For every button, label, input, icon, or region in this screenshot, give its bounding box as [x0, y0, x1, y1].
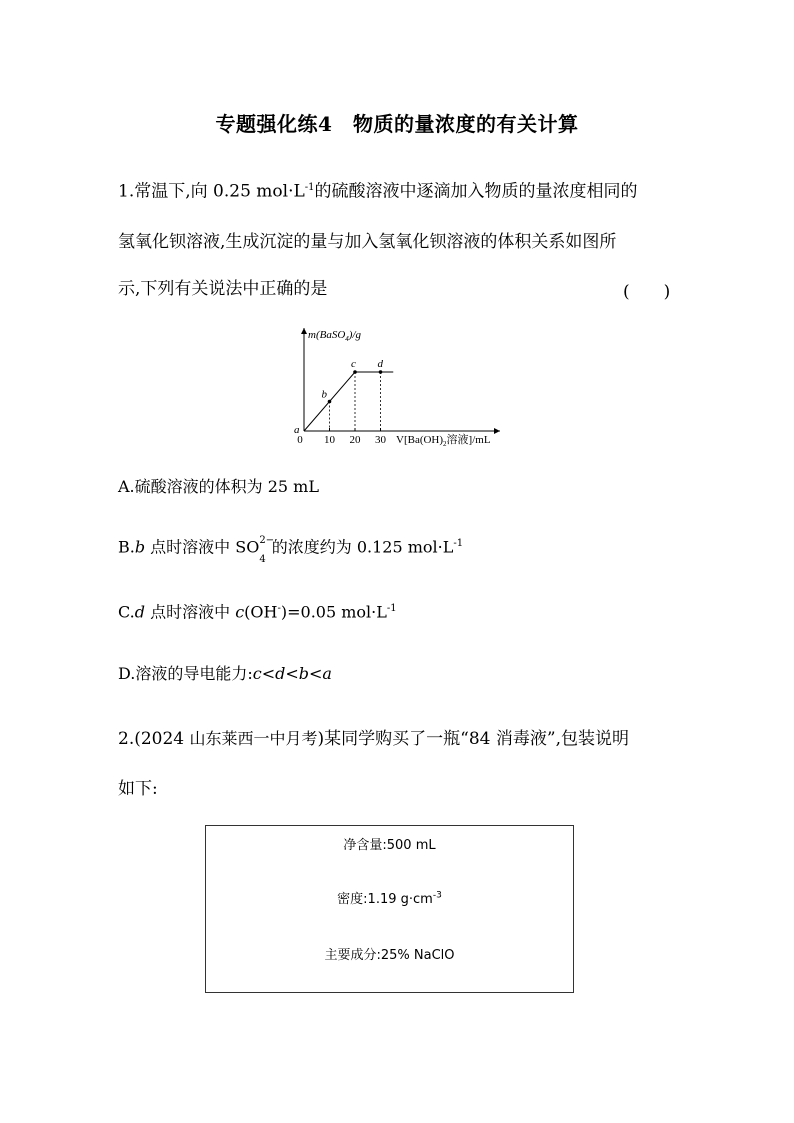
option-c-concentration: c	[235, 602, 245, 622]
page-title: 专题强化练4 物质的量浓度的有关计算	[215, 112, 579, 136]
option-c-prefix: C.	[118, 602, 135, 622]
density	[206, 888, 573, 907]
chart	[290, 322, 510, 450]
chart-guides	[330, 372, 381, 431]
chart-x-tick-label: 10	[324, 434, 335, 446]
option-c-text: 点时溶液中	[145, 602, 236, 622]
chart-ylabel: m(BaSO$_4$)/g	[308, 329, 362, 343]
q1-line-1-text-a: 1.常温下,向 0.25 mol·L	[118, 181, 305, 202]
chart-point-label-c: c	[351, 358, 356, 370]
density-text: 密度:1.19 g·cm	[337, 892, 433, 907]
sulfate-ion-charge	[259, 535, 275, 565]
q2-source: 山东莱西一中月考	[189, 729, 318, 748]
option-b[interactable]	[118, 533, 463, 566]
option-b-text-end: 的浓度约为 0.125 mol·L	[271, 537, 454, 557]
option-d-text: D.溶液的导电能力:	[118, 664, 253, 683]
q2-year: 2.(2024	[118, 729, 190, 749]
sulfate-subscript: 4	[259, 553, 266, 565]
chart-x-tick-label: 20	[349, 434, 361, 446]
chart-axes	[304, 328, 500, 431]
chart-point-label-a: a	[294, 424, 300, 436]
q1-line-2: 氢氧化钡溶液,生成沉淀的量与加入氢氧化钡溶液的体积关系如图所	[118, 232, 617, 252]
q2-line-2: 如下:	[118, 779, 158, 799]
product-label-box	[205, 825, 574, 993]
q1-unit-superscript: -1	[304, 182, 315, 193]
option-d[interactable]	[118, 663, 332, 685]
chart-x-tick-label: 0	[297, 434, 303, 446]
option-c-point: d	[134, 602, 146, 622]
q2-line-1	[118, 727, 629, 751]
option-c-value: )=0.05 mol·L	[280, 602, 387, 622]
q1-line-1-text-b: 的硫酸溶液中逐滴加入物质的量浓度相同的	[314, 181, 638, 202]
chart-xlabel: $V[Ba(OH)_2$溶液]/mL	[396, 434, 491, 448]
net-content: 净含量:500 mL	[343, 838, 436, 853]
q1-line-1	[118, 176, 638, 204]
option-b-prefix: B.	[118, 537, 135, 557]
option-d-expression: c<d<b<a	[252, 664, 332, 683]
chart-labels	[294, 358, 387, 446]
chart-series	[304, 370, 393, 431]
main-ingredient: 主要成分:25% NaClO	[324, 948, 455, 963]
chart-point-c	[353, 370, 357, 374]
q1-line-3: 示,下列有关说法中正确的是	[118, 279, 328, 299]
option-c-oh-charge: -	[277, 603, 281, 614]
sulfate-charge: 2−	[259, 535, 275, 547]
answer-blank: ( )	[623, 282, 671, 302]
chart-point-label-d: d	[377, 358, 383, 370]
option-c[interactable]	[118, 598, 397, 623]
density-unit-sup: -3	[432, 890, 442, 901]
chart-x-tick-label: 30	[375, 434, 386, 446]
chart-point-label-b: b	[321, 388, 327, 401]
option-c-unit-sup: -1	[386, 603, 397, 614]
option-b-text: 点时溶液中 SO	[145, 537, 260, 557]
option-b-point: b	[134, 537, 146, 557]
option-b-unit-sup: -1	[453, 538, 464, 549]
chart-point-b	[328, 400, 332, 404]
chart-series-line	[304, 372, 393, 431]
q2-line-1-text: )某同学购买了一瓶“84 消毒液”,包装说明	[317, 729, 629, 749]
option-a[interactable]: A.硫酸溶液的体积为 25 mL	[118, 477, 319, 496]
chart-point-d	[379, 370, 383, 374]
option-c-oh: (OH	[244, 602, 278, 622]
